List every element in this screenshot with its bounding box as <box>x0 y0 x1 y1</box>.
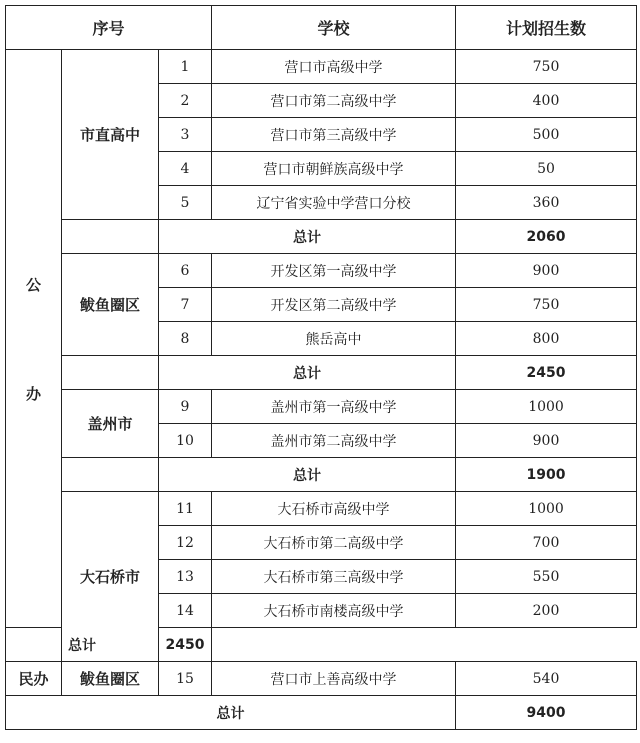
plan-count: 50 <box>456 152 637 186</box>
header-plan: 计划招生数 <box>456 6 637 50</box>
table-row <box>6 390 637 424</box>
school-name: 辽宁省实验中学营口分校 <box>212 186 456 220</box>
plan-count: 750 <box>456 50 637 84</box>
row-number: 1 <box>159 50 212 84</box>
school-name: 开发区第一高级中学 <box>212 254 456 288</box>
subtotal-value: 2450 <box>456 356 637 390</box>
subtotal-label: 总计 <box>159 458 456 492</box>
plan-count: 700 <box>456 526 637 560</box>
row-number: 12 <box>159 526 212 560</box>
plan-count: 400 <box>456 84 637 118</box>
grand-total-value: 9400 <box>456 696 637 730</box>
school-name: 营口市第二高级中学 <box>212 84 456 118</box>
subtotal-row <box>6 628 637 662</box>
plan-count: 500 <box>456 118 637 152</box>
school-name: 营口市第三高级中学 <box>212 118 456 152</box>
plan-count: 200 <box>456 594 637 628</box>
table-row <box>6 492 637 526</box>
public-label-char-1: 公 <box>25 275 41 294</box>
enrollment-plan-table <box>5 5 637 730</box>
subtotal-row <box>6 458 637 492</box>
row-number: 5 <box>159 186 212 220</box>
school-name: 盖州市第二高级中学 <box>212 424 456 458</box>
row-number: 7 <box>159 288 212 322</box>
private-row <box>6 662 637 696</box>
subtotal-row <box>6 220 637 254</box>
row-number: 2 <box>159 84 212 118</box>
subtotal-label: 总计 <box>159 220 456 254</box>
school-name: 大石桥市第三高级中学 <box>212 560 456 594</box>
school-name: 大石桥市高级中学 <box>212 492 456 526</box>
grand-total-row <box>6 696 637 730</box>
plan-count: 1000 <box>456 390 637 424</box>
plan-count: 550 <box>456 560 637 594</box>
group-name: 盖州市 <box>62 390 159 458</box>
private-category-cell: 民办 <box>6 662 62 696</box>
grand-total-label: 总计 <box>6 696 456 730</box>
school-name: 大石桥市第二高级中学 <box>212 526 456 560</box>
table-row <box>6 50 637 84</box>
row-number: 6 <box>159 254 212 288</box>
school-name: 大石桥市南楼高级中学 <box>212 594 456 628</box>
plan-count: 360 <box>456 186 637 220</box>
school-name: 开发区第二高级中学 <box>212 288 456 322</box>
plan-count: 900 <box>456 254 637 288</box>
school-name: 盖州市第一高级中学 <box>212 390 456 424</box>
header-seq: 序号 <box>6 6 212 50</box>
group-name: 市直高中 <box>62 50 159 220</box>
header-row <box>6 6 637 50</box>
school-name: 营口市朝鲜族高级中学 <box>212 152 456 186</box>
table-row <box>6 254 637 288</box>
subtotal-row <box>6 356 637 390</box>
public-label-char-2: 办 <box>25 384 41 403</box>
public-category-cell <box>6 50 62 628</box>
row-number: 9 <box>159 390 212 424</box>
subtotal-value: 2060 <box>456 220 637 254</box>
school-name: 熊岳高中 <box>212 322 456 356</box>
group-name: 大石桥市 <box>62 492 159 662</box>
subtotal-value: 2450 <box>159 628 212 662</box>
group-name: 鲅鱼圈区 <box>62 662 159 696</box>
subtotal-value: 1900 <box>456 458 637 492</box>
row-number: 14 <box>159 594 212 628</box>
row-number: 15 <box>159 662 212 696</box>
row-number: 13 <box>159 560 212 594</box>
subtotal-label: 总计 <box>159 356 456 390</box>
plan-count: 1000 <box>456 492 637 526</box>
plan-count: 750 <box>456 288 637 322</box>
plan-count: 900 <box>456 424 637 458</box>
school-name: 营口市高级中学 <box>212 50 456 84</box>
row-number: 10 <box>159 424 212 458</box>
row-number: 4 <box>159 152 212 186</box>
row-number: 8 <box>159 322 212 356</box>
group-name: 鲅鱼圈区 <box>62 254 159 356</box>
school-name: 营口市上善高级中学 <box>212 662 456 696</box>
row-number: 3 <box>159 118 212 152</box>
subtotal-label: 总计 <box>6 628 159 662</box>
plan-count: 540 <box>456 662 637 696</box>
plan-count: 800 <box>456 322 637 356</box>
row-number: 11 <box>159 492 212 526</box>
header-school: 学校 <box>212 6 456 50</box>
